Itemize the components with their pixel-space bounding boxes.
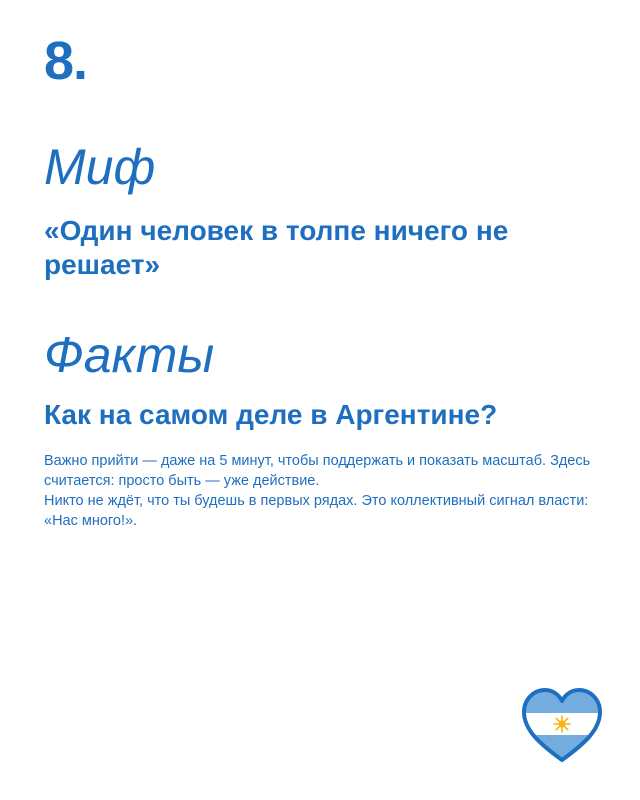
slide-number: 8. xyxy=(44,31,88,91)
facts-heading: Факты xyxy=(44,327,215,383)
argentina-flag-heart-icon xyxy=(520,686,604,766)
facts-paragraph-1: Важно прийти — даже на 5 минут, чтобы поддержать и показать масштаб. Здесь считается: просто быть — уже действие. xyxy=(44,453,591,489)
facts-paragraph-2: Никто не ждёт, что ты будешь в первых рядах. Это коллективный сигнал власти: «Нас много!». xyxy=(44,493,589,529)
myth-quote: «Один человек в толпе ничего не решает» xyxy=(44,215,509,280)
facts-subheading: Как на самом деле в Аргентине? xyxy=(44,399,498,430)
facts-body xyxy=(44,451,619,531)
sun-icon xyxy=(554,716,570,732)
myth-heading: Миф xyxy=(44,139,156,195)
